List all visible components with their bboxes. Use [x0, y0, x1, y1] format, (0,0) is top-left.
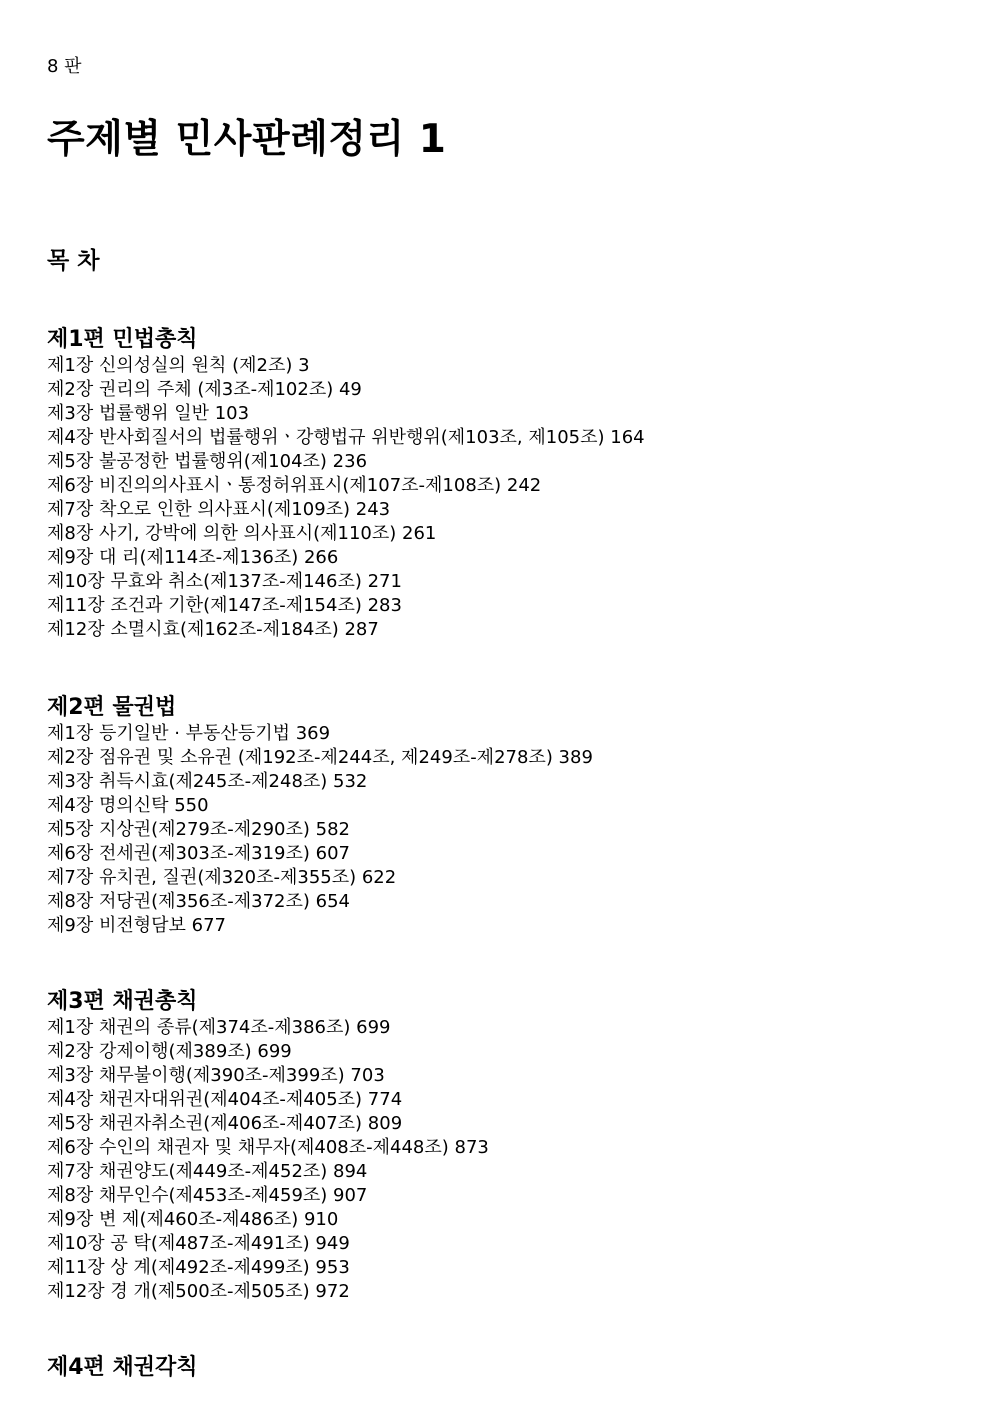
chapter-item: 제2장 강제이행(제389조) 699	[47, 1041, 292, 1062]
chapter-item: 제4장 명의신탁 550	[47, 795, 209, 816]
chapter-item: 제4장 채권자대위권(제404조-제405조) 774	[47, 1089, 403, 1110]
chapter-item: 제1장 신의성실의 원칙 (제2조) 3	[47, 355, 310, 376]
part-title: 제2편 물권법	[47, 695, 177, 720]
chapter-item: 제3장 취득시효(제245조-제248조) 532	[47, 771, 368, 792]
part-1	[47, 326, 645, 642]
chapter-item: 제8장 저당권(제356조-제372조) 654	[47, 891, 350, 912]
chapter-item: 제5장 불공정한 법률행위(제104조) 236	[47, 451, 368, 472]
part-4	[47, 1354, 197, 1382]
chapter-item: 제8장 채무인수(제453조-제459조) 907	[47, 1185, 368, 1206]
chapter-list	[47, 1016, 489, 1304]
chapter-item: 제7장 착오로 인한 의사표시(제109조) 243	[47, 499, 391, 520]
chapter-list	[47, 722, 593, 938]
book-title: 주제별 민사판례정리 1	[47, 117, 447, 162]
chapter-list	[47, 354, 645, 642]
chapter-item: 제10장 공 탁(제487조-제491조) 949	[47, 1233, 350, 1254]
toc-heading: 목 차	[47, 248, 100, 274]
chapter-item: 제7장 유치권, 질권(제320조-제355조) 622	[47, 867, 397, 888]
chapter-item: 제6장 전세권(제303조-제319조) 607	[47, 843, 350, 864]
edition-label: 8 판	[47, 56, 82, 77]
chapter-item: 제9장 변 제(제460조-제486조) 910	[47, 1209, 339, 1230]
chapter-item: 제9장 대 리(제114조-제136조) 266	[47, 547, 339, 568]
chapter-item: 제7장 채권양도(제449조-제452조) 894	[47, 1161, 368, 1182]
chapter-item: 제2장 점유권 및 소유권 (제192조-제244조, 제249조-제278조) 389	[47, 747, 593, 768]
chapter-item: 제2장 권리의 주체 (제3조-제102조) 49	[47, 379, 362, 400]
part-title: 제3편 채권총칙	[47, 989, 198, 1014]
chapter-item: 제1장 채권의 종류(제374조-제386조) 699	[47, 1017, 391, 1038]
chapter-item: 제3장 채무불이행(제390조-제399조) 703	[47, 1065, 385, 1086]
chapter-item: 제5장 채권자취소권(제406조-제407조) 809	[47, 1113, 403, 1134]
part-3	[47, 988, 489, 1304]
chapter-item: 제8장 사기, 강박에 의한 의사표시(제110조) 261	[47, 523, 437, 544]
part-2	[47, 694, 593, 938]
chapter-item: 제10장 무효와 취소(제137조-제146조) 271	[47, 571, 402, 592]
chapter-item: 제11장 조건과 기한(제147조-제154조) 283	[47, 595, 402, 616]
chapter-item: 제6장 수인의 채권자 및 채무자(제408조-제448조) 873	[47, 1137, 489, 1158]
chapter-item: 제9장 비전형담보 677	[47, 915, 226, 936]
part-title: 제1편 민법총칙	[47, 327, 198, 352]
chapter-item: 제4장 반사회질서의 법률행위ㆍ강행법규 위반행위(제103조, 제105조) 164	[47, 427, 645, 448]
chapter-item: 제11장 상 계(제492조-제499조) 953	[47, 1257, 350, 1278]
part-title: 제4편 채권각칙	[47, 1355, 198, 1380]
chapter-item: 제3장 법률행위 일반 103	[47, 403, 250, 424]
chapter-item: 제12장 경 개(제500조-제505조) 972	[47, 1281, 350, 1302]
chapter-item: 제6장 비진의의사표시ㆍ통정허위표시(제107조-제108조) 242	[47, 475, 542, 496]
chapter-item: 제12장 소멸시효(제162조-제184조) 287	[47, 619, 379, 640]
chapter-item: 제5장 지상권(제279조-제290조) 582	[47, 819, 350, 840]
chapter-item: 제1장 등기일반 · 부동산등기법 369	[47, 723, 331, 744]
